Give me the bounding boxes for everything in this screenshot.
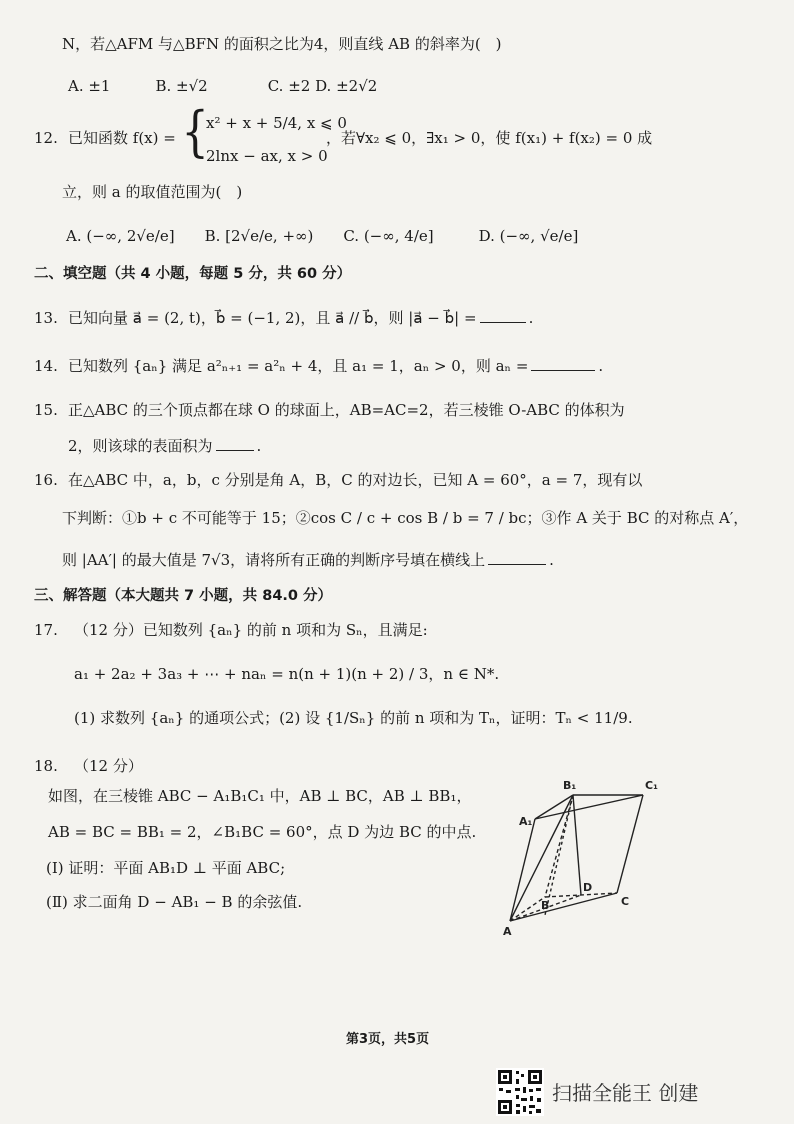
q11-stem: N，若△AFM 与△BFN 的面积之比为4，则直线 AB 的斜率为( )	[62, 35, 502, 53]
q18-number: 18.	[34, 757, 58, 775]
q14-answer-blank[interactable]	[531, 356, 595, 371]
q12-options: A. (−∞, 2√e/e] B. [2√e/e, +∞) C. (−∞, 4/e] D. (−∞, √e/e]	[66, 227, 579, 245]
q17-number: 17.	[34, 621, 58, 639]
label-c: C	[621, 895, 630, 908]
q17-line-1: （12 分）已知数列 {aₙ} 的前 n 项和为 Sₙ，且满足:	[74, 621, 428, 639]
q17-line-2: a₁ + 2a₂ + 3a₃ + ⋯ + naₙ = n(n + 1)(n + 2) / 3，n ∈ N*.	[74, 665, 500, 683]
q15-number: 15.	[34, 401, 58, 419]
q12-continuation: 立，则 a 的取值范围为( )	[62, 183, 243, 201]
q13-answer-blank[interactable]	[480, 308, 526, 323]
q13-end: .	[528, 309, 534, 327]
q14-stem: 已知数列 {aₙ} 满足 a²ₙ₊₁ = a²ₙ + 4，且 a₁ = 1，aₙ > 0，则 aₙ =	[68, 357, 529, 375]
q12-lead: 已知函数 f(x) =	[68, 129, 176, 147]
q16-line-1: 在△ABC 中，a，b，c 分别是角 A，B，C 的对边长，已知 A = 60°，a = 7，现有以	[68, 471, 643, 489]
label-b1: B₁	[563, 779, 577, 792]
label-b: B	[541, 899, 550, 912]
q15-stem: 正△ABC 的三个顶点都在球 O 的球面上，AB=AC=2，若三棱锥 O-ABC 的体积为	[68, 401, 625, 419]
q16-end: .	[549, 551, 554, 569]
q16-number: 16.	[34, 471, 58, 489]
q16-answer-blank[interactable]	[488, 550, 546, 565]
q13-text	[68, 308, 533, 328]
q12-case-1: x² + x + 5/4, x ⩽ 0	[206, 114, 347, 132]
edge-c-c1	[617, 795, 643, 893]
q12-case-2: 2lnx − ax, x > 0	[206, 147, 328, 165]
edge-a-a1	[510, 819, 535, 921]
q18-line-1: 如图，在三棱锥 ABC − A₁B₁C₁ 中，AB ⊥ BC，AB ⊥ BB₁，	[48, 787, 472, 805]
label-a1: A₁	[519, 815, 533, 828]
q16-line-2: 下判断：①b + c 不可能等于 15；②cos C / c + cos B / b = 7 / bc；③作 A 关于 BC 的对称点 A′，	[62, 509, 749, 527]
scanner-watermark: 扫描全能王 创建	[552, 1081, 699, 1105]
label-a: A	[503, 925, 512, 935]
label-c1: C₁	[645, 779, 658, 792]
prism-figure	[495, 775, 675, 935]
q12-condition: ，若∀x₂ ⩽ 0，∃x₁ > 0，使 f(x₁) + f(x₂) = 0 成	[326, 129, 653, 147]
q13-number: 13.	[34, 309, 58, 327]
q14-number: 14.	[34, 357, 58, 375]
edge-a1-c1	[535, 795, 643, 819]
q14-text	[68, 356, 603, 376]
label-d: D	[583, 881, 593, 894]
q18-line-4: (Ⅱ) 求二面角 D − AB₁ − B 的余弦值.	[46, 893, 303, 911]
q12-number: 12.	[34, 129, 58, 147]
q15-answer-blank[interactable]	[216, 436, 254, 451]
q18-line-3: (Ⅰ) 证明：平面 AB₁D ⊥ 平面 ABC;	[46, 859, 286, 877]
q13-stem: 已知向量 a⃗ = (2, t)，b⃗ = (−1, 2)，且 a⃗ // b⃗，则 |a⃗ − b⃗| =	[68, 309, 477, 327]
q11-options: A. ±1 B. ±√2 C. ±2 D. ±2√2	[68, 77, 378, 95]
qr-code-icon	[496, 1068, 544, 1116]
section-3-heading: 三、解答题（本大题共 7 小题，共 84.0 分）	[34, 588, 333, 604]
q17-line-3: (1) 求数列 {aₙ} 的通项公式；(2) 设 {1/Sₙ} 的前 n 项和为 Tₙ，证明：Tₙ < 11/9.	[74, 709, 633, 727]
section-2-heading: 二、填空题（共 4 小题，每题 5 分，共 60 分）	[34, 266, 352, 282]
q15-end: .	[256, 437, 262, 455]
edge-a-c	[510, 893, 617, 921]
q15-cont-text: 2，则该球的表面积为	[68, 437, 213, 455]
q18-line-2: AB = BC = BB₁ = 2，∠B₁BC = 60°，点 D 为边 BC 的中点.	[48, 823, 477, 841]
q18-score: （12 分）	[74, 757, 143, 775]
page-footer: 第3页，共5页	[346, 1032, 430, 1047]
q15-continuation	[68, 436, 261, 456]
q16-line-3	[62, 550, 554, 570]
piecewise-brace: {	[181, 100, 209, 163]
q14-end: .	[598, 357, 604, 375]
q16-line-3-text: 则 |AA′| 的最大值是 7√3，请将所有正确的判断序号填在横线上	[62, 551, 486, 569]
